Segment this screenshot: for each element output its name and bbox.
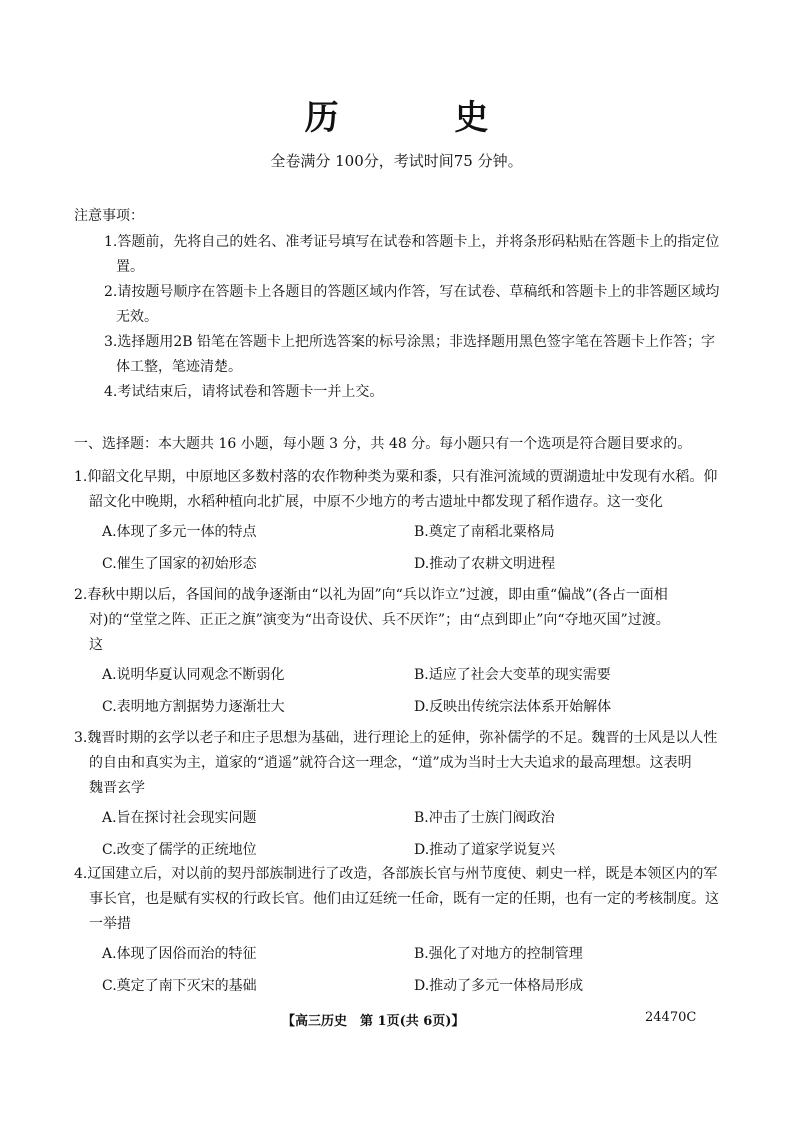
notice-item-line: 1.答题前，先将自己的姓名、准考证号填写在试卷和答题卡上，并将条形码粘贴在答题卡上的指定位 xyxy=(104,234,720,250)
option-c[interactable]: C.催生了国家的初始形态 xyxy=(102,556,257,572)
option-d[interactable]: D.推动了农耕文明进程 xyxy=(414,556,556,572)
question-stem xyxy=(74,726,724,801)
notice-heading: 注意事项： xyxy=(74,208,144,224)
option-a[interactable]: A.旨在探讨社会现实问题 xyxy=(102,810,257,826)
stem-line: 这 xyxy=(89,637,103,653)
option-row xyxy=(74,515,724,547)
option-row xyxy=(74,690,724,722)
stem-line: 事长官，也是赋有实权的行政长官。他们由辽廷统一任命，既有一定的任期，也有一定的考核制度。这 xyxy=(89,891,719,907)
notice-item xyxy=(104,280,724,330)
footer-page-label: 【高三历史 第 1页(共 6页)】 xyxy=(282,1014,465,1029)
question-stem xyxy=(74,862,724,937)
notice-item-continuation: 无效。 xyxy=(116,309,158,325)
stem-line: 一举措 xyxy=(89,916,131,932)
question-stem xyxy=(74,465,724,515)
option-row xyxy=(74,547,724,579)
page-title: 历 史 xyxy=(304,98,541,138)
notice-item xyxy=(104,380,724,405)
option-b[interactable]: B.适应了社会大变革的现实需要 xyxy=(414,667,611,683)
stem-line: 3.魏晋时期的玄学以老子和庄子思想为基础，进行理论上的延伸，弥补儒学的不足。魏晋的士风是以人性 xyxy=(74,730,718,746)
notice-item xyxy=(104,330,724,380)
stem-line: 魏晋玄学 xyxy=(89,780,145,796)
stem-line: 对)的“堂堂之阵、正正之旗”演变为“出奇设伏、兵不厌诈”；由“点到即止”向“夺地灭国”过渡。 xyxy=(89,612,670,628)
option-b[interactable]: B.强化了对地方的控制管理 xyxy=(414,946,583,962)
option-d[interactable]: D.推动了道家学说复兴 xyxy=(414,842,556,858)
notice-item-continuation: 置。 xyxy=(116,259,144,275)
option-row xyxy=(74,833,724,865)
option-row xyxy=(74,969,724,1001)
notice-item-continuation: 体工整，笔迹清楚。 xyxy=(116,359,242,375)
option-b[interactable]: B.奠定了南稻北粟格局 xyxy=(414,524,555,540)
option-c[interactable]: C.奠定了南下灭宋的基础 xyxy=(102,978,257,994)
stem-line: 1.仰韶文化早期，中原地区多数村落的农作物种类为粟和黍，只有淮河流域的贾湖遗址中发现有水稻。仰 xyxy=(74,469,718,485)
stem-line: 2.春秋中期以后，各国间的战争逐渐由“以礼为固”向“兵以诈立”过渡，即由重“偏战”(各占一面相 xyxy=(74,587,668,603)
footer-exam-code: 24470C xyxy=(645,1010,697,1025)
exam-info: 全卷满分 100分，考试时间75 分钟。 xyxy=(270,152,523,170)
option-c[interactable]: C.表明地方割据势力逐渐壮大 xyxy=(102,699,285,715)
notice-item xyxy=(104,230,724,280)
notice-item-line: 3.选择题用2B 铅笔在答题卡上把所选答案的标号涂黑；非选择题用黑色签字笔在答题卡上作答；字 xyxy=(104,334,716,350)
option-c[interactable]: C.改变了儒学的正统地位 xyxy=(102,842,257,858)
option-d[interactable]: D.推动了多元一体格局形成 xyxy=(414,978,584,994)
option-a[interactable]: A.体现了因俗而治的特征 xyxy=(102,946,257,962)
option-row xyxy=(74,658,724,690)
question-1 xyxy=(74,465,724,579)
notice-item-line: 4.考试结束后，请将试卷和答题卡一并上交。 xyxy=(104,384,384,400)
stem-line: 4.辽国建立后，对以前的契丹部族制进行了改造，各部族长官与州节度使、刺史一样，既是本领区内的军 xyxy=(74,866,718,882)
notice-item-line: 2.请按题号顺序在答题卡上各题目的答题区域内作答，写在试卷、草稿纸和答题卡上的非答题区域均 xyxy=(104,284,720,300)
question-3 xyxy=(74,726,724,865)
question-4 xyxy=(74,862,724,1001)
option-row xyxy=(74,801,724,833)
option-row xyxy=(74,937,724,969)
question-stem xyxy=(74,583,724,658)
section-heading: 一、选择题：本大题共 16 小题，每小题 3 分，共 48 分。每小题只有一个选项是符合题目要求的。 xyxy=(74,436,692,452)
option-a[interactable]: A.体现了多元一体的特点 xyxy=(102,524,257,540)
option-a[interactable]: A.说明华夏认同观念不断弱化 xyxy=(102,667,285,683)
stem-line: 的自由和真实为主，道家的“逍遥”就符合这一理念，“道”成为当时士大夫追求的最高理想。这表明 xyxy=(89,755,692,771)
stem-line: 韶文化中晚期，水稻种植向北扩展，中原不少地方的考古遗址中都发现了稻作遗存。这一变化 xyxy=(89,494,663,510)
option-d[interactable]: D.反映出传统宗法体系开始解体 xyxy=(414,699,612,715)
question-2 xyxy=(74,583,724,722)
option-b[interactable]: B.冲击了士族门阀政治 xyxy=(414,810,555,826)
notice-list xyxy=(104,230,724,405)
